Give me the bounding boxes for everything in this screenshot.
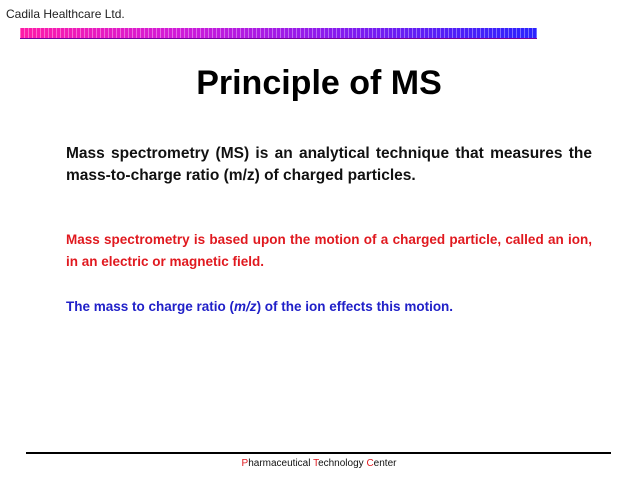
footer-center-name xyxy=(0,458,638,469)
paragraph-definition: Mass spectrometry (MS) is an analytical technique that measures the mass-to-charge ratio (m/z) of charged particles. xyxy=(66,145,592,184)
mz-italic: m/z xyxy=(234,299,257,314)
footer-divider xyxy=(26,452,611,454)
footer-letter-c: C xyxy=(366,458,374,469)
paragraph-mz-ratio xyxy=(66,296,592,318)
mz-text-after: ) of the ion effects this motion. xyxy=(256,299,454,314)
footer-letter-t: T xyxy=(313,458,319,469)
slide-title: Principle of MS xyxy=(196,64,442,102)
mz-text-before: The mass to charge ratio ( xyxy=(66,299,235,314)
paragraph-motion: Mass spectrometry is based upon the motion of a charged particle, called an ion, in an electric or magnetic field. xyxy=(66,232,592,269)
decorative-gradient-bar xyxy=(20,28,537,38)
company-name: Cadila Healthcare Ltd. xyxy=(6,7,125,21)
footer-word-technology: echnology xyxy=(318,458,367,469)
footer-word-center: enter xyxy=(373,458,397,469)
footer-word-pharmaceutical: harmaceutical xyxy=(248,458,314,469)
footer-letter-p: P xyxy=(241,458,249,469)
